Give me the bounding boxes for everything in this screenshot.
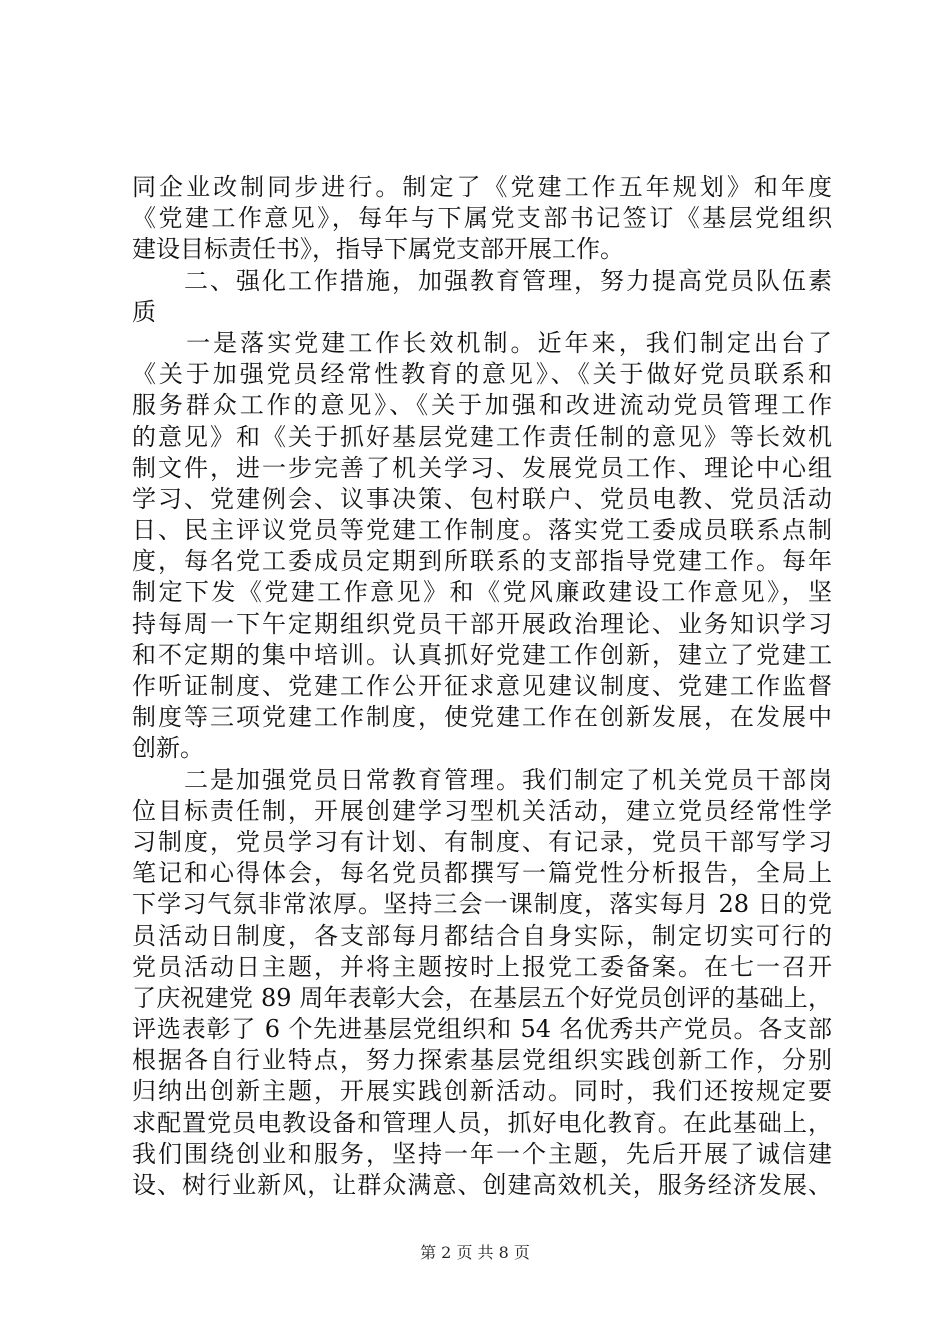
page-footer: 第 2 页 共 8 页 (420, 1243, 530, 1262)
text-line: 度，每名党工委成员定期到所联系的支部指导党建工作。每年 (132, 547, 832, 576)
text-line: 质 (132, 297, 156, 326)
text-line: 作听证制度、党建工作公开征求意见建议制度、党建工作监督 (132, 672, 832, 700)
text-line: 党员活动日主题，并将主题按时上报党工委备案。在七一召开 (132, 952, 832, 981)
text-line: 了庆祝建党 89 周年表彰大会，在基层五个好党员创评的基础上， (132, 983, 832, 1012)
text-line: 习制度，党员学习有计划、有制度、有记录，党员干部写学习 (132, 827, 832, 856)
text-line: 归纳出创新主题，开展实践创新活动。同时，我们还按规定要 (132, 1077, 832, 1106)
text-line: 一是落实党建工作长效机制。近年来，我们制定出台了 (132, 328, 832, 357)
text-line: 位目标责任制，开展创建学习型机关活动，建立党员经常性学 (132, 796, 832, 825)
text-line: 学习、党建例会、议事决策、包村联户、党员电教、党员活动 (132, 484, 832, 513)
text-line: 日、民主评议党员等党建工作制度。落实党工委成员联系点制 (132, 516, 832, 545)
text-line: 设、树行业新风，让群众满意、创建高效机关，服务经济发展、 (132, 1171, 832, 1199)
text-line: 《关于加强党员经常性教育的意见》、《关于做好党员联系和 (132, 360, 832, 389)
text-line: 下学习气氛非常浓厚。坚持三会一课制度，落实每月 28 日的党 (132, 890, 832, 919)
text-line: 制定下发《党建工作意见》和《党风廉政建设工作意见》，坚 (132, 578, 832, 607)
text-line: 《党建工作意见》，每年与下属党支部书记签订《基层党组织 (132, 204, 832, 233)
text-line: 创新。 (132, 734, 204, 763)
text-line: 评选表彰了 6 个先进基层党组织和 54 名优秀共产党员。各支部 (132, 1015, 832, 1044)
text-line: 同企业改制同步进行。制定了《党建工作五年规划》和年度 (132, 173, 832, 201)
text-line: 二是加强党员日常教育管理。我们制定了机关党员干部岗 (132, 765, 832, 794)
text-line: 服务群众工作的意见》、《关于加强和改进流动党员管理工作 (132, 391, 832, 420)
text-line: 制文件，进一步完善了机关学习、发展党员工作、理论中心组 (132, 453, 832, 482)
text-line: 制度等三项党建工作制度，使党建工作在创新发展，在发展中 (132, 703, 832, 732)
text-line: 根据各自行业特点，努力探索基层党组织实践创新工作，分别 (132, 1046, 832, 1075)
text-line: 员活动日制度，各支部每月都结合自身实际，制定切实可行的 (132, 921, 832, 950)
text-line: 的意见》和《关于抓好基层党建工作责任制的意见》等长效机 (132, 422, 832, 451)
text-line: 我们围绕创业和服务，坚持一年一个主题，先后开展了诚信建 (132, 1139, 832, 1168)
document-body (132, 172, 832, 1201)
text-line: 持每周一下午定期组织党员干部开展政治理论、业务知识学习 (132, 609, 832, 638)
text-line: 求配置党员电教设备和管理人员，抓好电化教育。在此基础上， (132, 1108, 832, 1137)
text-line: 和不定期的集中培训。认真抓好党建工作创新，建立了党建工 (132, 640, 832, 669)
text-line: 建设目标责任书》，指导下属党支部开展工作。 (132, 235, 624, 264)
text-line: 二、强化工作措施，加强教育管理，努力提高党员队伍素 (132, 266, 832, 295)
text-line: 笔记和心得体会，每名党员都撰写一篇党性分析报告，全局上 (132, 859, 832, 888)
